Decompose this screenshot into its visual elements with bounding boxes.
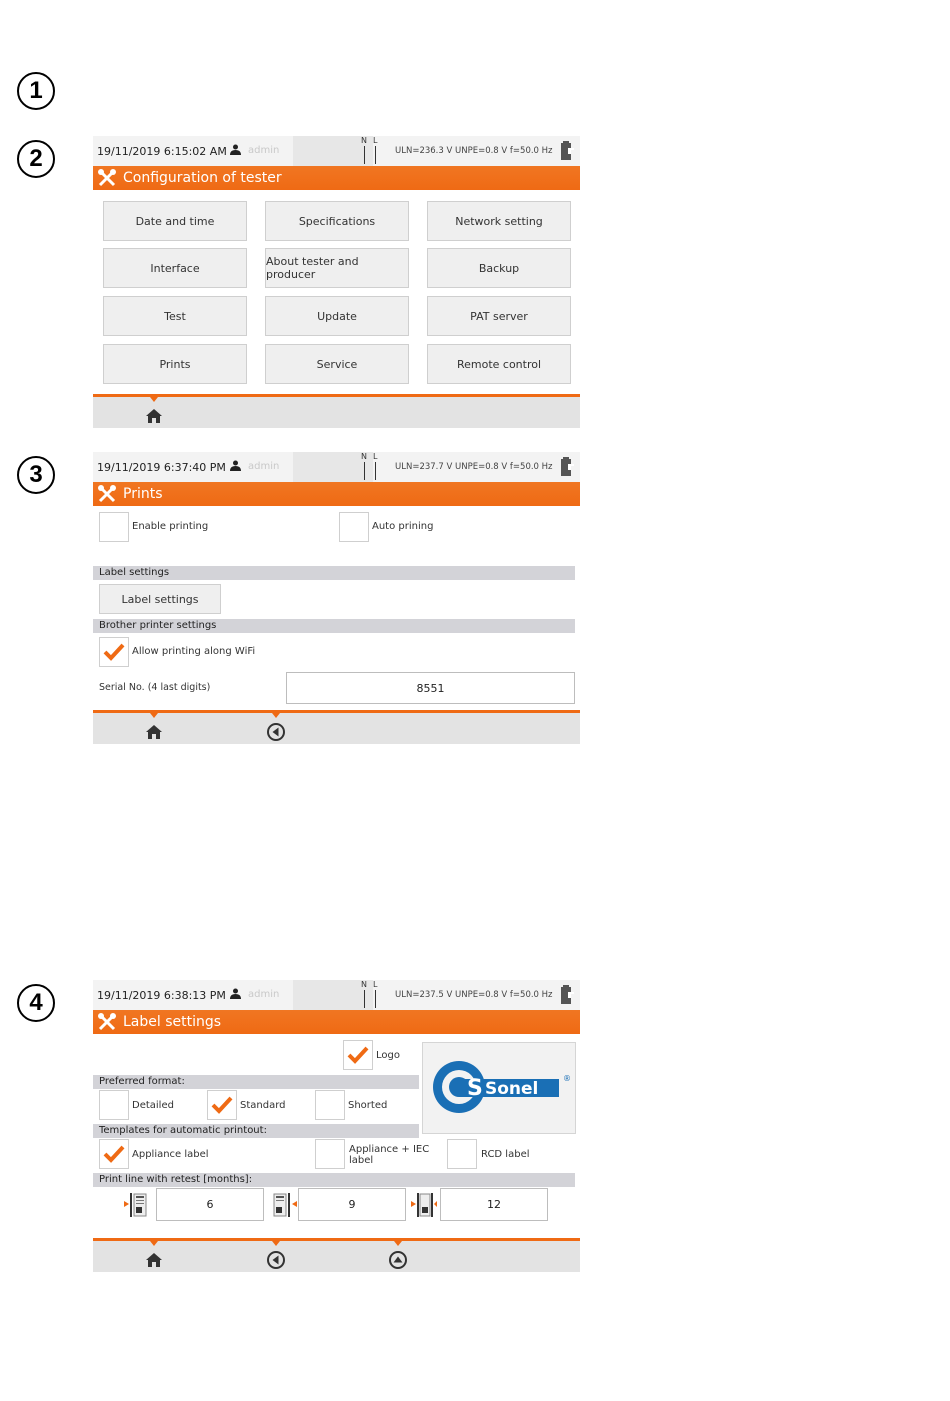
step-4-marker [17, 984, 55, 1022]
label-settings-section: Label settings [93, 566, 575, 580]
service-button[interactable]: Service [265, 344, 409, 384]
retest-12-input[interactable]: 12 [440, 1188, 548, 1221]
back-arrow-icon [266, 722, 286, 742]
pat-server-button[interactable]: PAT server [427, 296, 571, 336]
brand-text: Sonel [485, 1079, 539, 1099]
logo-label: Logo [376, 1050, 400, 1061]
about-tester-button[interactable]: About tester and producer [265, 248, 409, 288]
prints-button[interactable]: Prints [103, 344, 247, 384]
network-setting-button[interactable]: Network setting [427, 201, 571, 241]
retest-6-input[interactable]: 6 [156, 1188, 264, 1221]
user-icon [229, 144, 242, 159]
retest-label-icon [124, 1191, 148, 1219]
page-title: Label settings [123, 1014, 222, 1030]
format-shorted-label: Shorted [348, 1100, 388, 1111]
l-label: L [373, 980, 378, 989]
retest-9-input[interactable]: 9 [298, 1188, 406, 1221]
step-number: 1 [29, 77, 43, 104]
home-icon [145, 408, 163, 424]
serial-label: Serial No. (4 last digits) [99, 682, 211, 693]
n-label: N [361, 452, 367, 461]
format-standard-label: Standard [240, 1100, 286, 1111]
home-icon [145, 1252, 163, 1268]
status-bar [93, 452, 580, 482]
template-rcd-label: RCD label [481, 1149, 530, 1160]
step-number: 2 [29, 145, 43, 172]
back-button[interactable] [261, 713, 291, 744]
home-button[interactable] [139, 1241, 169, 1272]
template-appliance-label: Appliance label [132, 1149, 209, 1160]
step-number: 3 [29, 461, 43, 488]
measurement-readout: ULN=237.5 V UNPE=0.8 V f=50.0 Hz [395, 990, 553, 1000]
home-button[interactable] [139, 397, 169, 428]
test-button[interactable]: Test [103, 296, 247, 336]
backup-button[interactable]: Backup [427, 248, 571, 288]
footer-bar [93, 710, 580, 744]
checkmark-icon [347, 1046, 369, 1064]
templates-section: Templates for automatic printout: [93, 1124, 419, 1138]
template-appliance-checkbox[interactable] [99, 1139, 129, 1169]
status-bar [93, 980, 580, 1010]
back-button[interactable] [261, 1241, 291, 1272]
page-title-bar [93, 1010, 580, 1034]
format-detailed-checkbox[interactable] [99, 1090, 129, 1120]
template-rcd-checkbox[interactable] [447, 1139, 477, 1169]
back-arrow-icon [266, 1250, 286, 1270]
update-button[interactable]: Update [265, 296, 409, 336]
retest-label-icon [273, 1191, 297, 1219]
enable-printing-checkbox[interactable] [99, 512, 129, 542]
allow-wifi-checkbox[interactable] [99, 637, 129, 667]
tools-icon [97, 169, 117, 187]
measurement-readout: ULN=236.3 V UNPE=0.8 V f=50.0 Hz [395, 146, 553, 156]
page-title: Configuration of tester [123, 170, 282, 186]
home-icon [145, 724, 163, 740]
page-title-bar [93, 166, 580, 190]
checkmark-icon [103, 643, 125, 661]
page-title-bar [93, 482, 580, 506]
svg-text:®: ® [563, 1074, 571, 1083]
battery-plug-icon [559, 985, 575, 1008]
print-button[interactable] [383, 1241, 413, 1272]
template-appliance-iec-label: Appliance + IEC label [349, 1144, 430, 1166]
user-icon [229, 988, 242, 1003]
nl-indicator [361, 980, 381, 1010]
n-label: N [361, 136, 367, 145]
status-time: 19/11/2019 6:15:02 AM [97, 145, 227, 158]
format-shorted-checkbox[interactable] [315, 1090, 345, 1120]
checkmark-icon [103, 1145, 125, 1163]
step-2-marker [17, 140, 55, 178]
battery-plug-icon [559, 457, 575, 480]
svg-text:S: S [467, 1076, 483, 1101]
brother-printer-section: Brother printer settings [93, 619, 575, 633]
checkmark-icon [211, 1096, 233, 1114]
n-label: N [361, 980, 367, 989]
measurement-readout: ULN=237.7 V UNPE=0.8 V f=50.0 Hz [395, 462, 553, 472]
format-detailed-label: Detailed [132, 1100, 174, 1111]
date-time-button[interactable]: Date and time [103, 201, 247, 241]
user-name: admin [248, 461, 280, 472]
step-1-marker [17, 72, 55, 110]
retest-label-icon [411, 1191, 435, 1219]
auto-printing-checkbox[interactable] [339, 512, 369, 542]
retest-section: Print line with retest [months]: [93, 1173, 575, 1187]
up-arrow-icon [388, 1250, 408, 1270]
interface-button[interactable]: Interface [103, 248, 247, 288]
battery-plug-icon [559, 141, 575, 164]
auto-printing-label: Auto prining [372, 521, 434, 532]
status-time: 19/11/2019 6:37:40 PM [97, 461, 226, 474]
serial-input[interactable]: 8551 [286, 672, 575, 704]
format-standard-checkbox[interactable] [207, 1090, 237, 1120]
config-screen [93, 136, 580, 429]
footer-bar [93, 1238, 580, 1272]
l-label: L [373, 136, 378, 145]
nl-indicator [361, 136, 381, 166]
user-name: admin [248, 989, 280, 1000]
logo-checkbox[interactable] [343, 1040, 373, 1070]
label-settings-button[interactable]: Label settings [99, 584, 221, 614]
footer-bar [93, 394, 580, 428]
step-number: 4 [29, 989, 43, 1016]
status-bar [93, 136, 580, 166]
preferred-format-section: Preferred format: [93, 1075, 419, 1089]
enable-printing-label: Enable printing [132, 521, 209, 532]
home-button[interactable] [139, 713, 169, 744]
specifications-button[interactable]: Specifications [265, 201, 409, 241]
allow-wifi-label: Allow printing along WiFi [132, 646, 256, 657]
label-settings-screen [93, 980, 580, 1273]
user-icon [229, 460, 242, 475]
status-time: 19/11/2019 6:38:13 PM [97, 989, 226, 1002]
prints-screen [93, 452, 580, 744]
remote-control-button[interactable]: Remote control [427, 344, 571, 384]
tools-icon [97, 485, 117, 503]
nl-indicator [361, 452, 381, 482]
template-appliance-iec-checkbox[interactable] [315, 1139, 345, 1169]
tools-icon [97, 1013, 117, 1031]
step-3-marker [17, 456, 55, 494]
l-label: L [373, 452, 378, 461]
sonel-logo [422, 1042, 576, 1134]
user-name: admin [248, 145, 280, 156]
page-title: Prints [123, 486, 163, 502]
